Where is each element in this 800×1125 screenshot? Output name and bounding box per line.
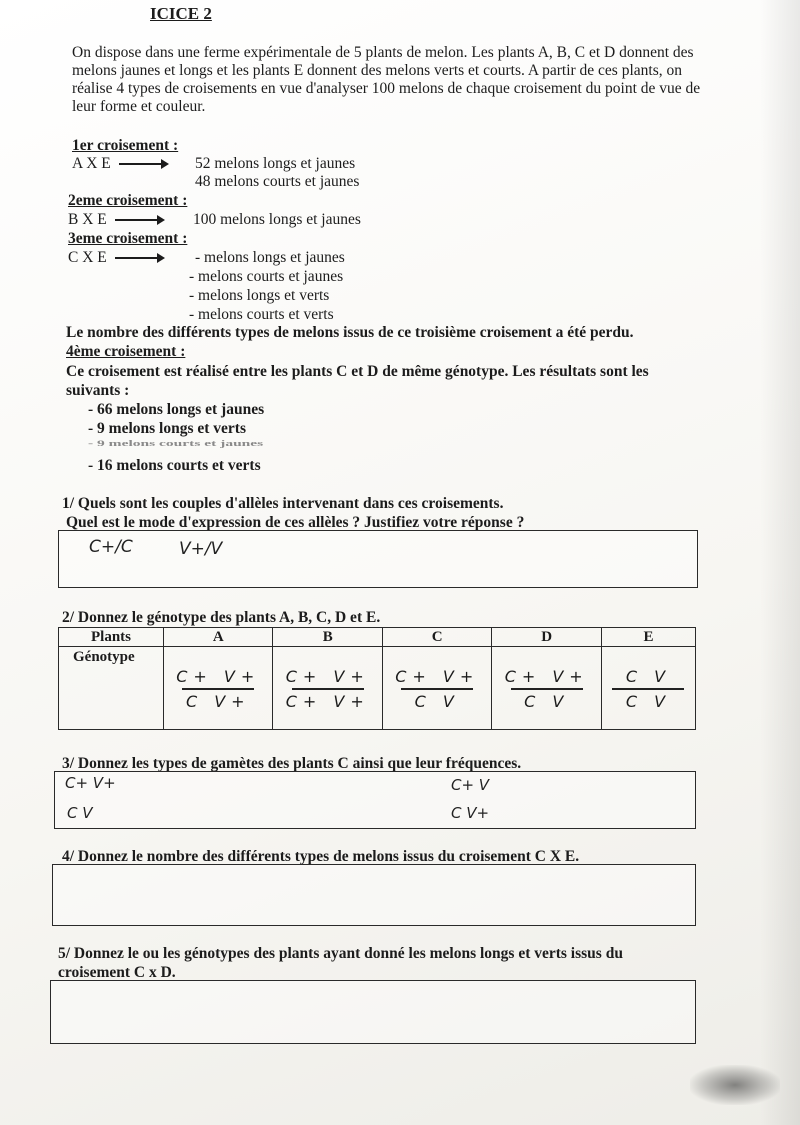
genotype-den: C+ V+: [285, 691, 370, 711]
table-header-b: B: [273, 628, 382, 647]
genotype-num: C+ V+: [176, 667, 261, 686]
question-1-line2: Quel est le mode d'expression de ces allèles ? Justifiez votre réponse ?: [66, 514, 525, 531]
cross1-lhs-text: A X E: [72, 155, 111, 172]
table-header-e: E: [601, 628, 695, 647]
genotype-den: C V: [414, 691, 460, 711]
question-3: 3/ Donnez les types de gamètes des plants C ainsi que leur fréquences.: [62, 755, 522, 772]
fraction-bar: [612, 688, 684, 690]
cross4-description: Ce croisement est réalisé entre les plants C et D de même génotype. Les résultats sont les suivants :: [66, 363, 649, 399]
arrow-icon: [115, 219, 163, 221]
table-header-plants: Plants: [59, 628, 164, 647]
genotype-num: C+ V+: [285, 667, 370, 686]
handwritten-answer-1a: C+/C: [89, 537, 133, 557]
genotype-fraction: [176, 667, 260, 711]
fraction-bar: [182, 688, 254, 690]
table-header-d: D: [492, 628, 601, 647]
cross2-header: 2eme croisement :: [68, 192, 188, 209]
answer-box-1[interactable]: [58, 530, 698, 588]
cross4-result-3: - 9 melons courts et jaunes: [88, 439, 264, 449]
genotype-fraction: [395, 667, 479, 711]
answer-box-3[interactable]: [54, 771, 696, 829]
genotype-den: C V: [625, 691, 672, 711]
fraction-bar: [292, 688, 364, 690]
genotype-cell-e[interactable]: [601, 647, 695, 730]
genotype-cell-d[interactable]: [492, 647, 601, 730]
handwritten-answer-1b: V+/V: [179, 539, 223, 559]
genotype-cell-b[interactable]: [273, 647, 382, 730]
exercise-title: ICICE 2: [150, 4, 212, 23]
cross4-result-1: - 66 melons longs et jaunes: [88, 401, 265, 418]
cross4-result-2: - 9 melons longs et verts: [88, 420, 246, 437]
handwritten-gamete-1: C+ V+: [65, 774, 116, 792]
fraction-bar: [511, 688, 583, 690]
cross3-lhs-text: C X E: [68, 249, 107, 266]
answer-box-5[interactable]: [50, 980, 696, 1044]
cross3-header: 3eme croisement :: [68, 230, 188, 247]
question-5-line2: croisement C x D.: [58, 964, 176, 981]
cross3-result-2: - melons courts et jaunes: [189, 268, 344, 285]
scan-smudge: [690, 1065, 780, 1105]
handwritten-gamete-2: C V: [67, 804, 93, 822]
lost-note: Le nombre des différents types de melons issus de ce troisième croisement a été perdu.: [66, 324, 634, 341]
question-4: 4/ Donnez le nombre des différents types de melons issus du croisement C X E.: [62, 848, 580, 865]
question-2: 2/ Donnez le génotype des plants A, B, C, D et E.: [62, 609, 381, 626]
handwritten-gamete-4: C V+: [451, 804, 490, 822]
cross1-header: 1er croisement :: [72, 137, 179, 154]
answer-box-4[interactable]: [52, 864, 696, 926]
handwritten-gamete-3: C+ V: [451, 776, 490, 794]
genotype-den: C V: [524, 691, 570, 711]
cross3-result-1: - melons longs et jaunes: [195, 249, 345, 266]
cross2-result-1: 100 melons longs et jaunes: [193, 211, 361, 228]
cross3-result-3: - melons longs et verts: [189, 287, 330, 304]
cross4-header: 4ème croisement :: [66, 343, 186, 360]
question-1-line1: 1/ Quels sont les couples d'allèles intervenant dans ces croisements.: [62, 495, 504, 512]
genotype-den: C V+: [185, 691, 251, 711]
arrow-icon: [115, 257, 163, 259]
genotype-num: C V: [625, 667, 672, 686]
cross1-lhs: [72, 155, 175, 173]
genotype-cell-c[interactable]: [382, 647, 491, 730]
table-header-c: C: [382, 628, 491, 647]
table-row-label: Génotype: [59, 647, 164, 730]
cross3-lhs: [68, 249, 171, 267]
genotype-cell-a[interactable]: [164, 647, 273, 730]
cross2-lhs: [68, 211, 171, 229]
table-header-a: A: [164, 628, 273, 647]
genotype-table: [58, 627, 696, 730]
arrow-icon: [119, 163, 167, 165]
genotype-fraction: [612, 667, 684, 711]
cross1-result-2: 48 melons courts et jaunes: [195, 173, 360, 190]
intro-paragraph: On dispose dans une ferme expérimentale de 5 plants de melon. Les plants A, B, C et D donnent des melons jaunes et longs et les plants E donnent des melons verts et courts. A partir de ces plants, on réalise 4 types de croisements en vue d'analyser 100 melons de chaque croisement du point de vue de leur forme et couleur.: [72, 44, 701, 115]
page-edge-shadow: [760, 0, 800, 1125]
genotype-fraction: [505, 667, 589, 711]
question-5-line1: 5/ Donnez le ou les génotypes des plants ayant donné les melons longs et verts issus du: [58, 945, 623, 962]
genotype-num: C+ V+: [504, 667, 589, 686]
fraction-bar: [401, 688, 473, 690]
cross3-result-4: - melons courts et verts: [189, 306, 334, 323]
genotype-fraction: [286, 667, 370, 711]
cross1-result-1: 52 melons longs et jaunes: [195, 155, 356, 172]
cross4-result-4: - 16 melons courts et verts: [88, 457, 261, 474]
cross2-lhs-text: B X E: [68, 211, 107, 228]
genotype-num: C+ V+: [395, 667, 480, 686]
